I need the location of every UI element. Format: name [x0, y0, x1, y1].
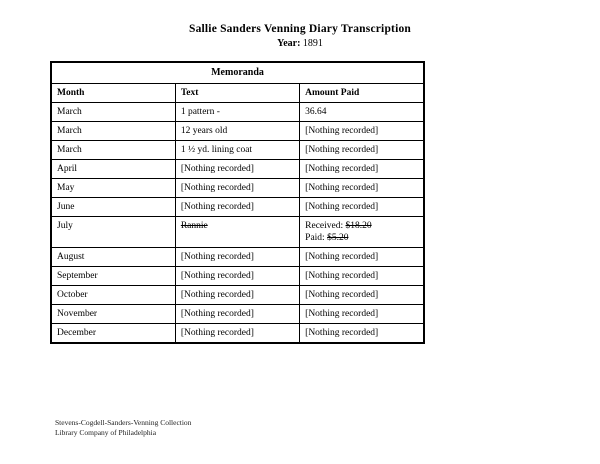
cell-amount [300, 198, 424, 217]
cell-month [51, 103, 175, 122]
cell-text [175, 267, 299, 286]
table-header-row [51, 84, 424, 103]
footer [55, 418, 191, 438]
year-value: 1891 [302, 38, 323, 49]
cell-month [51, 179, 175, 198]
text-segment: [Nothing recorded] [180, 183, 254, 193]
text-segment: 36.64 [305, 107, 327, 117]
cell-text [175, 160, 299, 179]
cell-text [175, 248, 299, 267]
cell-text [175, 198, 299, 217]
table-row [51, 286, 424, 305]
title-block [0, 23, 600, 49]
text-segment: [Nothing recorded] [180, 252, 254, 262]
text-segment: Paid: [305, 233, 328, 243]
text-segment: [Nothing recorded] [305, 271, 379, 281]
text-segment: 12 years old [180, 126, 228, 136]
table-caption-row [51, 62, 424, 84]
cell-amount [300, 103, 424, 122]
column-header-month: Month [51, 84, 175, 103]
cell-amount [300, 160, 424, 179]
struck-text: $5.20 [327, 233, 349, 243]
cell-text [175, 179, 299, 198]
table-row [51, 267, 424, 286]
cell-amount [300, 305, 424, 324]
struck-text: Rannie [180, 221, 208, 231]
cell-text [175, 217, 299, 248]
text-segment: 1 ½ yd. lining coat [180, 145, 253, 155]
struck-text: $18.20 [345, 221, 372, 231]
text-segment: July [57, 221, 73, 231]
cell-amount [300, 248, 424, 267]
cell-month [51, 248, 175, 267]
text-segment: August [57, 252, 85, 262]
cell-month [51, 324, 175, 344]
cell-amount [300, 122, 424, 141]
text-segment: March [57, 126, 82, 136]
cell-text [175, 286, 299, 305]
cell-amount [300, 324, 424, 344]
document-title: Sallie Sanders Venning Diary Transcription [188, 23, 412, 35]
cell-amount [300, 141, 424, 160]
text-segment: [Nothing recorded] [305, 145, 379, 155]
cell-month [51, 217, 175, 248]
table-row [51, 198, 424, 217]
cell-month [51, 141, 175, 160]
text-segment: [Nothing recorded] [305, 328, 379, 338]
table-body [51, 103, 424, 344]
text-segment: May [57, 183, 75, 193]
text-segment: [Nothing recorded] [180, 164, 254, 174]
cell-text [175, 305, 299, 324]
footer-collection-line: Stevens-Cogdell-Sanders-Venning Collection [55, 418, 192, 427]
cell-month [51, 286, 175, 305]
cell-amount [300, 286, 424, 305]
text-segment: Received: [305, 221, 346, 231]
table-row [51, 179, 424, 198]
cell-text [175, 324, 299, 344]
cell-text [175, 122, 299, 141]
table-row [51, 122, 424, 141]
cell-month [51, 160, 175, 179]
document-year-line [0, 38, 600, 49]
cell-month [51, 267, 175, 286]
cell-text [175, 141, 299, 160]
cell-text [175, 103, 299, 122]
table-row [51, 248, 424, 267]
table-row [51, 217, 424, 248]
text-segment: [Nothing recorded] [305, 126, 379, 136]
table-row [51, 103, 424, 122]
text-segment: [Nothing recorded] [305, 164, 379, 174]
column-header-amount: Amount Paid [300, 84, 424, 103]
text-segment: [Nothing recorded] [180, 328, 254, 338]
cell-month [51, 198, 175, 217]
cell-month [51, 305, 175, 324]
text-segment: [Nothing recorded] [180, 290, 254, 300]
text-segment: October [57, 290, 88, 300]
table-row [51, 324, 424, 344]
text-segment: November [57, 309, 98, 319]
text-segment: September [57, 271, 98, 281]
text-segment: June [57, 202, 75, 212]
text-segment: [Nothing recorded] [305, 309, 379, 319]
text-segment: March [57, 145, 82, 155]
text-segment: [Nothing recorded] [305, 252, 379, 262]
text-segment: [Nothing recorded] [180, 309, 254, 319]
text-segment: April [57, 164, 78, 174]
table-row [51, 305, 424, 324]
column-header-text: Text [175, 84, 299, 103]
table-row [51, 141, 424, 160]
year-label: Year: [277, 38, 301, 49]
text-segment: [Nothing recorded] [180, 202, 254, 212]
text-segment: December [57, 328, 97, 338]
cell-amount [300, 267, 424, 286]
text-segment: [Nothing recorded] [305, 183, 379, 193]
memoranda-table [50, 61, 425, 344]
text-segment: [Nothing recorded] [180, 271, 254, 281]
text-segment: [Nothing recorded] [305, 290, 379, 300]
cell-amount [300, 179, 424, 198]
cell-amount [300, 217, 424, 248]
text-segment: [Nothing recorded] [305, 202, 379, 212]
text-segment: March [57, 107, 82, 117]
table-row [51, 160, 424, 179]
table-caption: Memoranda [51, 62, 424, 84]
footer-institution-line: Library Company of Philadelphia [55, 428, 157, 437]
text-segment: 1 pattern - [180, 107, 220, 117]
cell-month [51, 122, 175, 141]
